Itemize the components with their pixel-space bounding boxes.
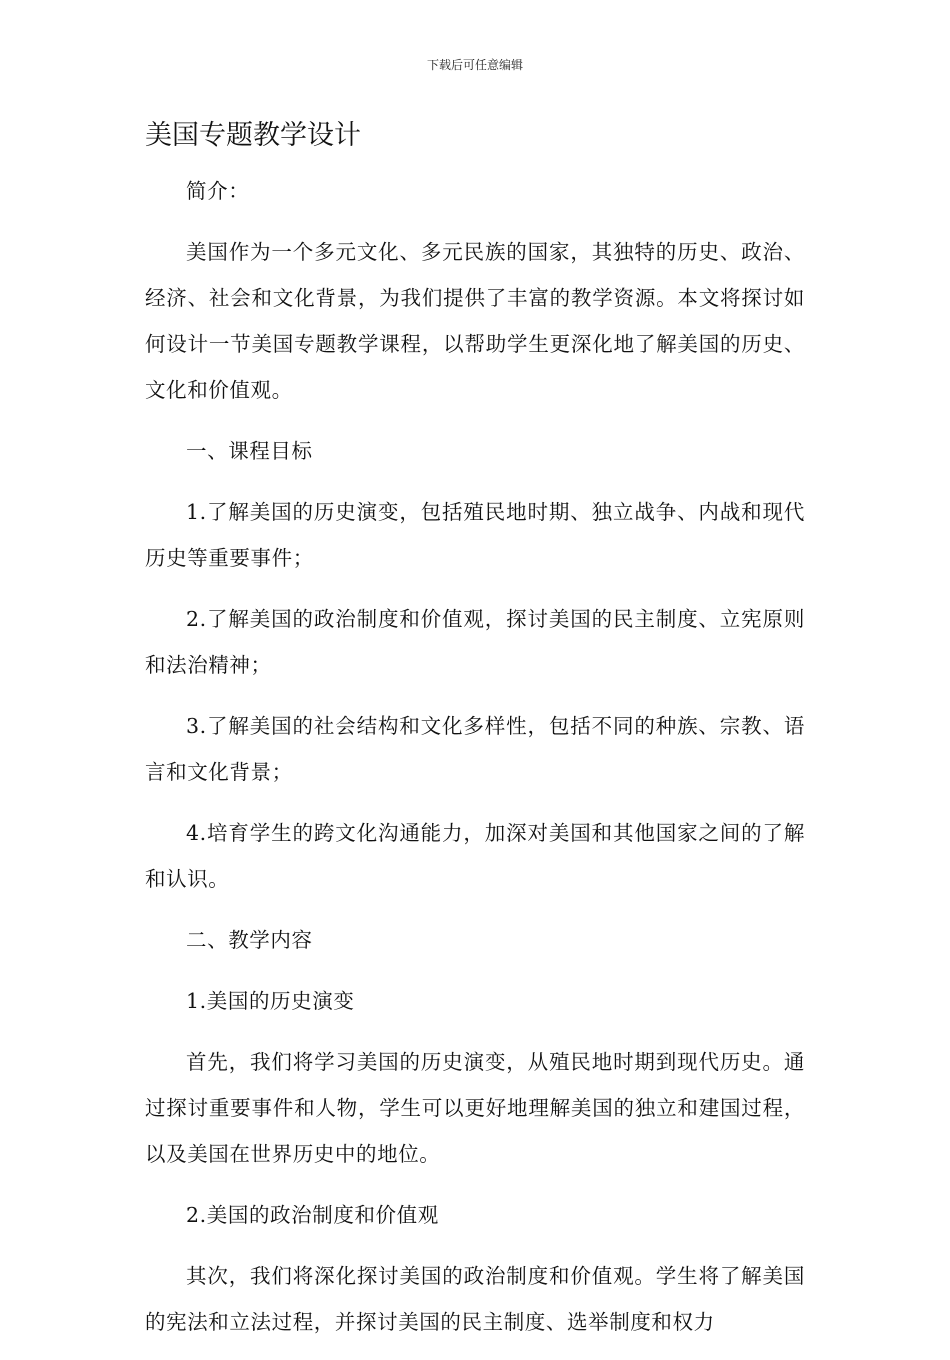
page-header: 下载后可任意编辑 <box>426 58 523 72</box>
goal-item-2: 2.了解美国的政治制度和价值观，探讨美国的民主制度、立宪原则和法治精神； <box>145 607 805 677</box>
document-body <box>145 168 805 1360</box>
content-subheading-history: 1.美国的历史演变 <box>186 989 355 1013</box>
goal-item-4: 4.培育学生的跨文化沟通能力，加深对美国和其他国家之间的了解和认识。 <box>145 821 805 891</box>
section-heading-goals: 一、课程目标 <box>186 439 313 463</box>
intro-label: 简介： <box>186 179 250 203</box>
content-paragraph-history: 首先，我们将学习美国的历史演变，从殖民地时期到现代历史。通过探讨重要事件和人物，学生可以更好地理解美国的独立和建国过程，以及美国在世界历史中的地位。 <box>145 1050 805 1166</box>
content-subheading-politics: 2.美国的政治制度和价值观 <box>186 1203 439 1227</box>
goal-item-1: 1.了解美国的历史演变，包括殖民地时期、独立战争、内战和现代历史等重要事件； <box>145 500 805 570</box>
document-title: 美国专题教学设计 <box>145 120 361 151</box>
goal-item-3: 3.了解美国的社会结构和文化多样性，包括不同的种族、宗教、语言和文化背景； <box>145 714 805 784</box>
intro-paragraph: 美国作为一个多元文化、多元民族的国家，其独特的历史、政治、经济、社会和文化背景，为我们提供了丰富的教学资源。本文将探讨如何设计一节美国专题教学课程，以帮助学生更深化地了解美国的历史、文化和价值观。 <box>145 240 805 402</box>
content-paragraph-politics: 其次，我们将深化探讨美国的政治制度和价值观。学生将了解美国的宪法和立法过程，并探讨美国的民主制度、选举制度和权力 <box>145 1264 805 1334</box>
section-heading-content: 二、教学内容 <box>186 928 313 952</box>
